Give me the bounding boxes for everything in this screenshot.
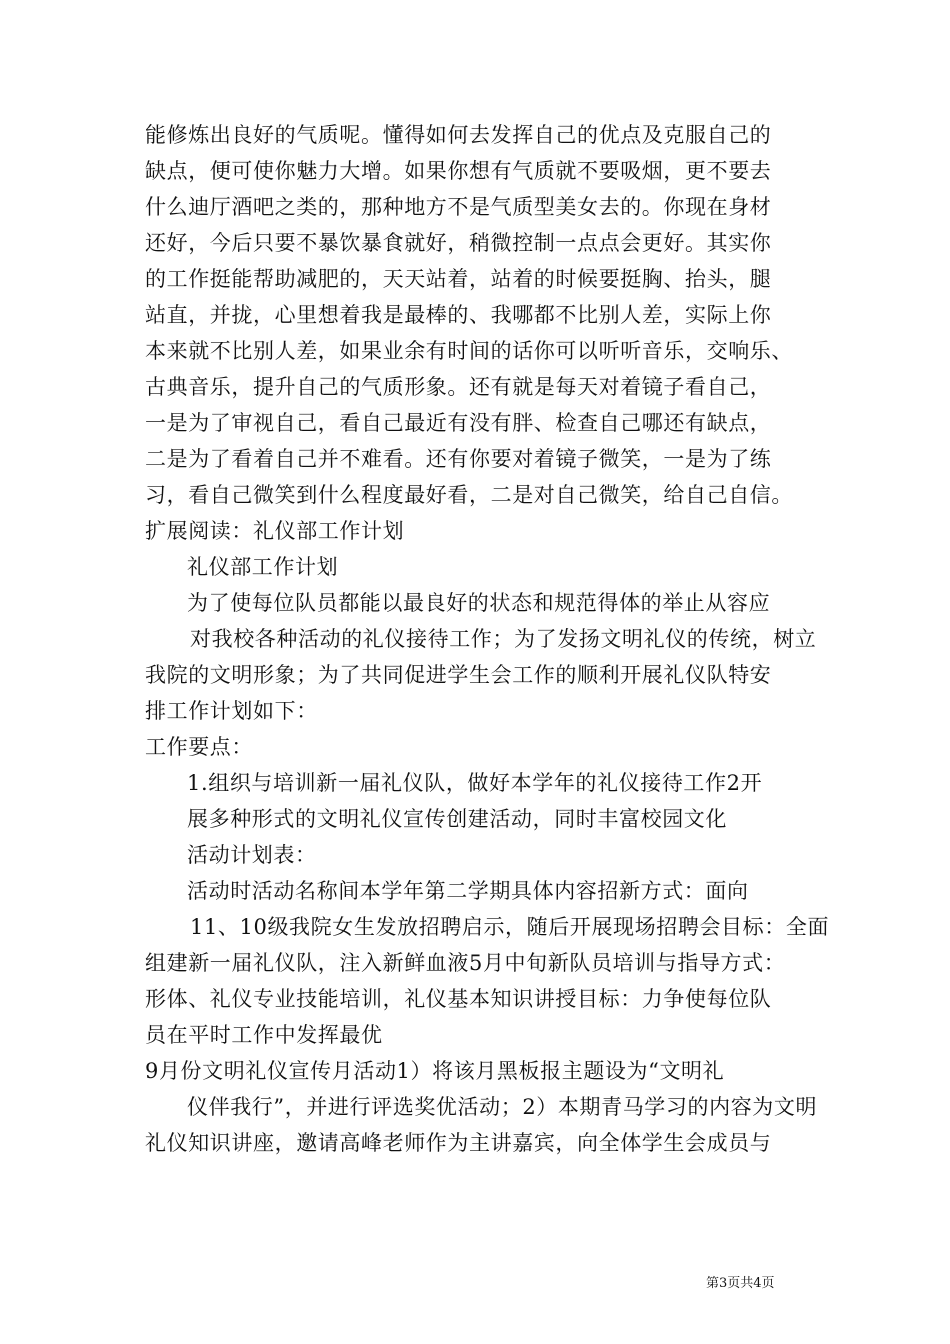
body-text-line: 排工作计划如下：: [145, 699, 318, 723]
body-text-line: 二是为了看着自己并不难看。还有你要对着镜子微笑，一是为了练: [145, 447, 772, 471]
body-text-line: 什么迪厅酒吧之类的，那种地方不是气质型美女去的。你现在身材: [145, 195, 772, 219]
body-text-line: 我院的文明形象；为了共同促进学生会工作的顺利开展礼仪队特安: [145, 663, 772, 687]
activity-plan-heading: 活动计划表：: [187, 843, 317, 867]
body-text-line: 形体、礼仪专业技能培训，礼仪基本知识讲授目标：力争使每位队: [145, 987, 772, 1011]
body-text-line: 员在平时工作中发挥最优: [145, 1023, 383, 1047]
body-text-line: 展多种形式的文明礼仪宣传创建活动，同时丰富校园文化: [187, 807, 727, 831]
body-text-line: 的工作挺能帮助减肥的，天天站着，站着的时候要挺胸、抬头，腿: [145, 267, 772, 291]
body-text-line: 古典音乐，提升自己的气质形象。还有就是每天对着镜子看自己，: [145, 375, 772, 399]
body-text-line: 习，看自己微笑到什么程度最好看，二是对自己微笑，给自己自信。: [145, 483, 793, 507]
body-text-line: 一是为了审视自己，看自己最近有没有胖、检查自己哪还有缺点，: [145, 411, 772, 435]
extended-reading-heading: 扩展阅读：礼仪部工作计划: [145, 519, 405, 543]
body-text-line: 还好，今后只要不暴饮暴食就好，稍微控制一点点会更好。其实你: [145, 231, 772, 255]
body-text-line: 为了使每位队员都能以最良好的状态和规范得体的举止从容应: [187, 591, 771, 615]
body-text-line: 对我校各种活动的礼仪接待工作；为了发扬文明礼仪的传统，树立: [190, 627, 817, 651]
body-text-line: 组建新一届礼仪队，注入新鲜血液5月中旬新队员培训与指导方式：: [145, 951, 786, 975]
body-text-line: 仪伴我行”，并进行评选奖优活动；2）本期青马学习的内容为文明: [187, 1095, 818, 1119]
body-text-line: 11、10级我院女生发放招聘启示，随后开展现场招聘会目标：全面: [190, 915, 830, 939]
body-text-line: 1.组织与培训新一届礼仪队，做好本学年的礼仪接待工作2开: [187, 771, 763, 795]
section-title: 礼仪部工作计划: [187, 555, 339, 579]
body-text-line: 缺点，便可使你魅力大增。如果你想有气质就不要吸烟，更不要去: [145, 159, 772, 183]
body-text-line: 礼仪知识讲座，邀请高峰老师作为主讲嘉宾，向全体学生会成员与: [145, 1131, 772, 1155]
body-text-line: 本来就不比别人差，如果业余有时间的话你可以听听音乐，交响乐、: [145, 339, 793, 363]
body-text-line: 能修炼出良好的气质呢。懂得如何去发挥自己的优点及克服自己的: [145, 123, 772, 147]
work-points-heading: 工作要点：: [145, 735, 253, 759]
body-text-line: 活动时活动名称间本学年第二学期具体内容招新方式：面向: [187, 879, 749, 903]
page-footer: 第3页共4页: [706, 1276, 775, 1291]
body-text-line: 站直，并拢，心里想着我是最棒的、我哪都不比别人差，实际上你: [145, 303, 772, 327]
body-text-line: 9月份文明礼仪宣传月活动1）将该月黑板报主题设为“文明礼: [145, 1059, 725, 1083]
